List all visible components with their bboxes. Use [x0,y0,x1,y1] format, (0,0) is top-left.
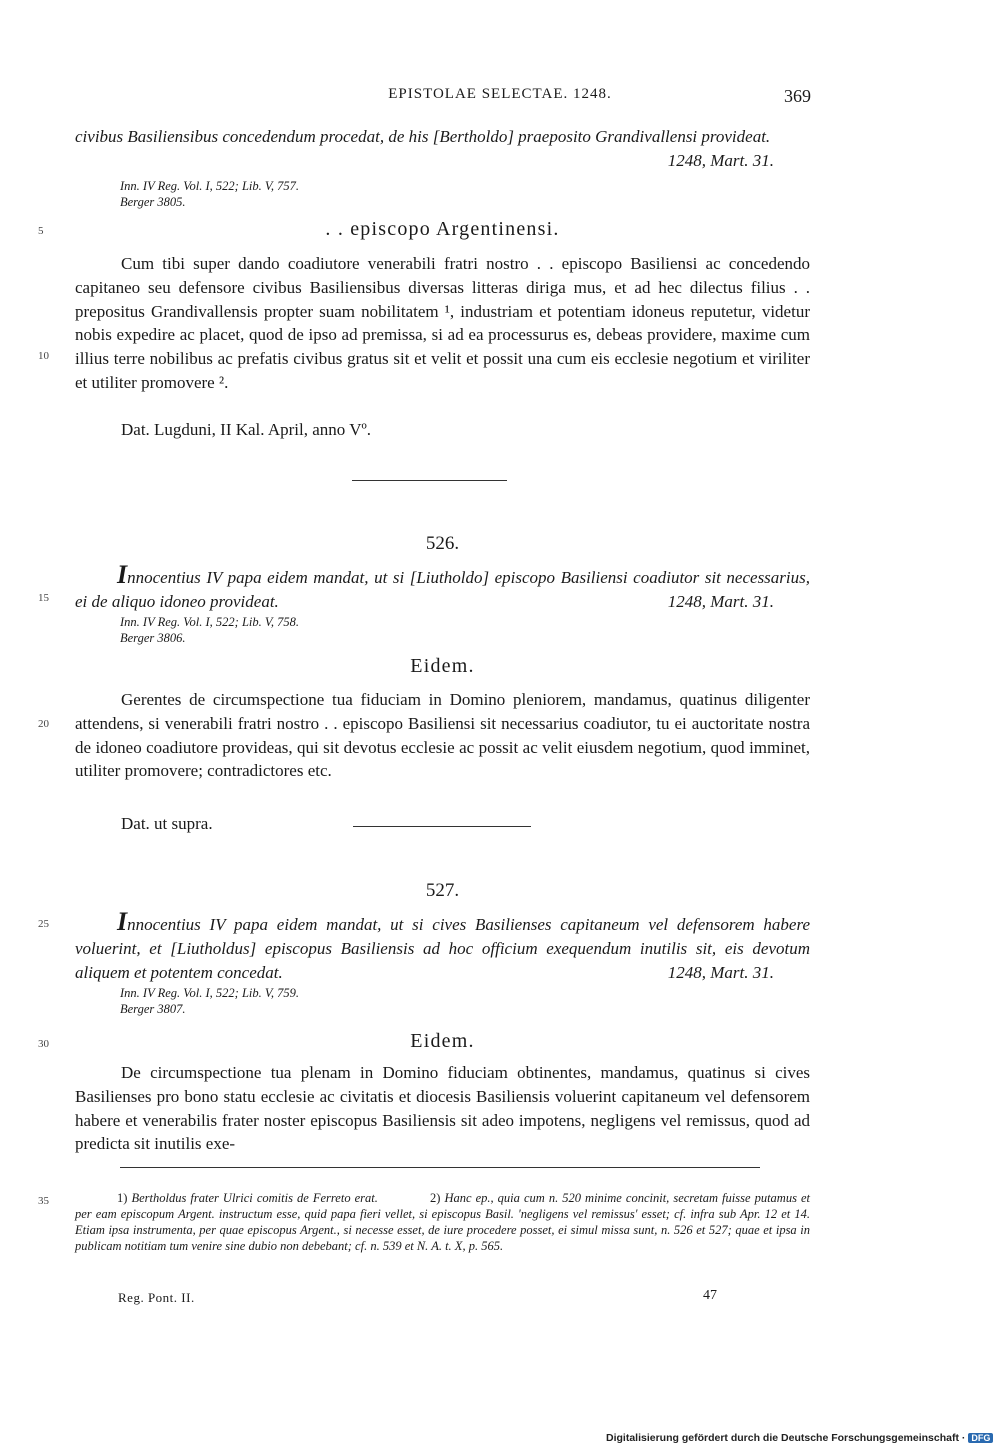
dfg-funding-notice: Digitalisierung gefördert durch die Deutsche Forschungsgemeinschaft · DFG [606,1432,993,1444]
continued-regest-text: civibus Basiliensibus concedendum procedat, de his [Bertholdo] praeposito Grandivallensi provideat. [75,127,771,146]
signature-mark: Reg. Pont. II. [118,1290,195,1305]
regest-526 [75,562,810,614]
letter-body: De circumspectione tua plenam in Domino fiduciam obtinentes, mandamus, quatinus si cives Basilienses pro bono statu ecclesie ac civitatis et diocesis Basiliensis voluerint capitaneum vel defensorem habere et venerabilis frater noster episcopus Basiliensis sit adeo impotens, negligens vel remissus, quod ad predicta sit inutilis exe- [75,1063,810,1154]
footnotes [75,1190,810,1254]
regest-initial: I [117,560,128,589]
continued-regest-date: 1248, Mart. 31. [667,150,774,170]
line-number-25: 25 [38,918,49,930]
running-head: EPISTOLAE SELECTAE. 1248. [388,86,612,102]
entry-number-527: 527. [425,880,460,901]
page-number: 369 [784,86,811,106]
letter-body: Gerentes de circumspectione tua fiduciam in Domino pleniorem, mandamus, quatinus diligenter attendens, si venerabili fratri nostro . . episcopo Basiliensi sit necessarius coadiutor, tu ei auctoritate nostra de idoneo coadiutore provideas, qui sit devotus ecclesie ac possit ac velit eiusdem negotium, quod imminet, utiliter promovere; contradictores etc. [75,690,810,781]
line-number-15: 15 [38,592,49,604]
line-number-20: 20 [38,718,49,730]
register-reference: Inn. IV Reg. Vol. I, 522; Lib. V, 759. [120,986,300,1000]
berger-reference: Berger 3807. [120,1002,186,1016]
berger-reference: Berger 3806. [120,631,186,645]
continued-regest [75,125,810,173]
regest-527 [75,909,810,984]
line-number-35: 35 [38,1195,49,1207]
register-reference: Inn. IV Reg. Vol. I, 522; Lib. V, 757. [120,179,300,193]
regest-initial: I [117,907,128,936]
regest-date: 1248, Mart. 31. [667,591,774,611]
footnote-separator [120,1167,760,1168]
letter-body: Cum tibi super dando coadiutore venerabili fratri nostro . . episcopo Basiliensi ac concedendo capitaneo seu defensore civibus Basiliensibus diversas litteras diriga mus, et ad hec dilectus filius . . prepositus Grandivallensis propter suam nobilitatem ¹, industriam et potentiam idoneus reputetur, videtur nobis expedire ac placet, quod de ipso ad premissa, si ad ea processurus es, debeas providere, maxime cum illius terre nobilibus ac prefatis civibus gratus sit et velit et possit una cum eis ecclesie negotium et viriliter et utiliter promovere ². [75,254,810,392]
entry-number-526: 526. [425,533,460,554]
section-divider [353,826,531,827]
regest-date: 1248, Mart. 31. [667,962,774,982]
signature-number: 47 [703,1288,717,1303]
footnote-2-text: Hanc ep., quia cum n. 520 minime concinit, secretam fuisse putamus et per eam episcopum Argent. instructum esse, quid papa fieri vellet, si episcopus Basil. 'negligens vel remissus' esset; cf. infra sub Apr. 12 et 14. Etiam ipsa instrumenta, per quae episcopus Argent., si necesse esset, de iure procedere posset, ei simul missa sunt, n. 526 et 527; quae et ipsa in publicam notitiam tum venire sine dubio non debebant; cf. n. 539 et N. A. t. X, p. 565. [75,1191,811,1253]
letter-title: Eidem. [410,1030,475,1052]
line-number-5: 5 [38,225,44,237]
dfg-text: Digitalisierung gefördert durch die Deutsche Forschungsgemeinschaft [606,1432,959,1444]
footnote-1-text: Bertholdus frater Ulrici comitis de Ferreto erat. [131,1191,378,1205]
letter-title: . . episcopo Argentinensi. [325,218,560,240]
footnote-2-label: 2) [429,1191,441,1205]
letter-dating: Dat. Lugduni, II Kal. April, anno Vº. [121,420,372,439]
section-divider [352,480,507,481]
regest-text: nnocentius IV papa eidem mandat, ut si [Liutholdo] episcopo Basiliensi coadiutor sit necessarius, ei de aliquo idoneo provideat. [75,568,810,611]
line-number-30: 30 [38,1038,49,1050]
register-reference: Inn. IV Reg. Vol. I, 522; Lib. V, 758. [120,615,300,629]
dfg-logo-icon: DFG [968,1433,993,1443]
letter-title: Eidem. [410,655,475,677]
regest-text: nnocentius IV papa eidem mandat, ut si cives Basilienses capitaneum vel defensorem habere voluerint, et [Liutholdus] episcopus Basiliensis ad hoc officium exequendum inutilis sit, eis devotum aliquem et potentem concedat. [75,915,810,982]
footnote-1-label: 1) [117,1191,128,1205]
berger-reference: Berger 3805. [120,195,186,209]
line-number-10: 10 [38,350,49,362]
letter-dating: Dat. ut supra. [121,814,213,833]
